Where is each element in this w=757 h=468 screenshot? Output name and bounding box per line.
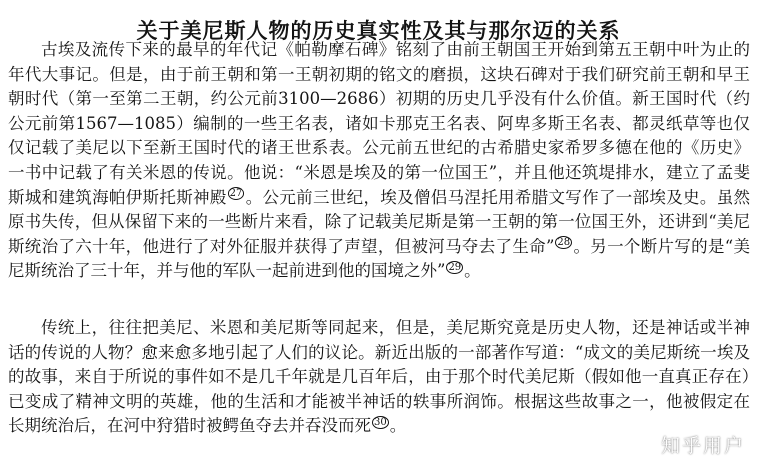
- paragraph-text: 传统上，往往把美尼、米恩和美尼斯等同起来，但是，美尼斯究竟是历史人物，还是神话或半神话的传说的人物？愈来愈多地引起了人们的议论。新近出版的一部著作写道：“成文的美尼斯统一埃及的故事，来自于所说的事件如不是几千年就是几百年后，由于那个时代美尼斯（假如他一直真正存在）已变成了精神文明的英雄，他的生活和才能被半神话的轶事所润饰。根据这些故事之一，他被假定在长期统治后，在河中狩猎时被鳄鱼夺去并吞没而死: [8, 318, 750, 436]
- paragraph-text: 。另一个断片写的是“美尼斯统治了三十年，并与他的军队一起前进到他的国境之外”: [8, 236, 751, 281]
- paragraph-text: 。: [389, 416, 407, 436]
- paragraph-1: [8, 38, 750, 284]
- footnote-marker: 29: [448, 261, 462, 273]
- watermark: 知乎用户: [660, 435, 745, 457]
- paragraph-text: 。公元前三世纪，埃及僧侣马涅托用希腊文写作了一部埃及史。虽然原书失传，但从保留下来的一些断片来看，除了记载美尼斯是第一王朝的第一位国王外，还讲到“美尼斯统治了六十年，他进行了对外征服并获得了声望，但被河马夺去了生命”: [8, 187, 751, 256]
- footnote-marker: 27: [229, 188, 243, 200]
- footnote-marker: 28: [557, 237, 571, 249]
- paragraph-text: 。: [464, 261, 481, 281]
- paragraph-text: 古埃及流传下来的最早的年代记《帕勒摩石碑》铭刻了由前王朝国王开始到第五王朝中叶为止的年代大事记。但是，由于前王朝和第一王朝初期的铭文的磨损，这块石碑对于我们研究前王朝和早王朝时代（第一至第二王朝，约公元前3100—2686）初期的历史几乎没有什么价值。新王国时代（约公元前第1567—1085）编制的一些王名表，诸如卡那克王名表、阿卑多斯王名表、都灵纸草等也仅仅记载了美尼以下至新王国时代的诸王世系表。公元前五世纪的古希腊史家希罗多德在他的《历史》一书中记载了有关米恩的传说。他说：“米恩是埃及的第一位国王”，并且他还筑堤排水，建立了孟斐斯城和建筑海帕伊斯托斯神殿: [8, 40, 750, 207]
- paragraph-2: [8, 316, 750, 439]
- document-title: 关于美尼斯人物的历史真实性及其与那尔迈的关系: [136, 19, 621, 44]
- footnote-marker: 30: [374, 416, 387, 428]
